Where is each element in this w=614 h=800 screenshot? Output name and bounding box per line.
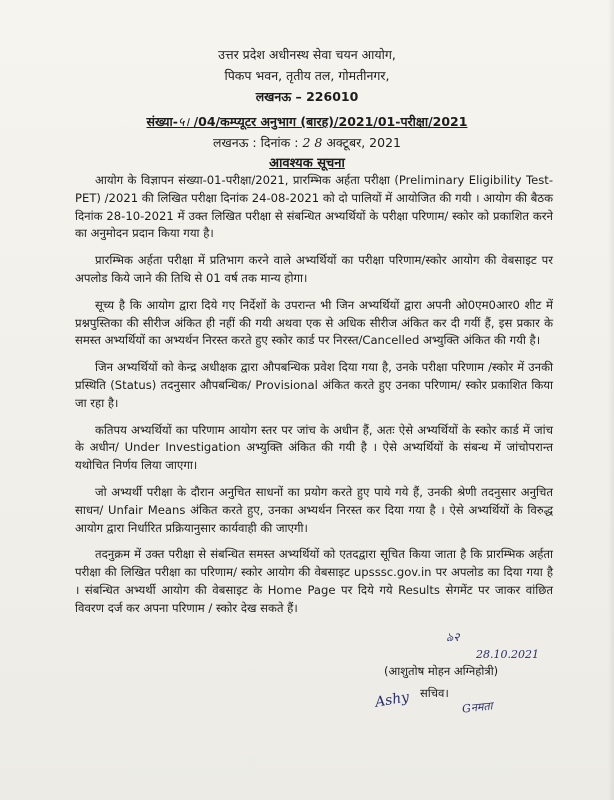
reference-rest: /04/कम्प्यूटर अनुभाग (बारह)/2021/01-परीक्षा/2021 <box>193 114 468 129</box>
paragraph-6: जो अभ्यर्थी परीक्षा के दौरान अनुचित साधनों का प्रयोग करते हुए पाये गये हैं, उनकी श्रेणी तदनुसार अनुचित साधन/ Unfair Means अंकित करते हुए, उनका अभ्यर्थन निरस्त कर दिया गया है । ऐसे अभ्यर्थियों के विरुद्ध आयोग द्वारा निर्धारित प्रक्रियानुसार कार्यवाही की जाएगी। <box>75 484 553 535</box>
signatory-name: (आशुतोष मोहन अग्निहोत्री) <box>384 664 499 678</box>
reference-prefix: संख्या- <box>146 114 178 129</box>
org-address: पिकप भवन, तृतीय तल, गोमतीनगर, <box>224 68 390 83</box>
date-handwritten-day: 2 8 <box>302 135 323 150</box>
paragraph-7: तदनुक्रम में उक्त परीक्षा से संबन्धित समस्त अभ्यर्थियों को एतदद्वारा सूचित किया जाता है कि प्रारम्भिक अर्हता परीक्षा की लिखित परीक्षा का परिणाम/ स्कोर आयोग की वेबसाइट upsssc.gov.in पर अपलोड का दिया गया है । संबन्धित अभ्यर्थी आयोग की वेबसाइट के Home Page पर दिये गये Results सेगमेंट पर जाकर वांछित विवरण दर्ज कर अपना परिणाम / स्कोर देख सकते हैं। <box>75 547 553 615</box>
initial-left: Ashy <box>373 689 411 711</box>
paragraph-4: जिन अभ्यर्थियों को केन्द्र अधीक्षक द्वारा औपबन्धिक प्रवेश दिया गया है, उनके परीक्षा परिणाम /स्कोर में उनकी प्रस्थिति (Status) तदनुसार औपबन्धिक/ Provisional अंकित करते हुए उनका परिणाम/ स्कोर प्रकाशित किया जा रहा है। <box>75 360 553 410</box>
letterhead <box>0 44 614 107</box>
org-city-pin: लखनऊ – 226010 <box>255 89 359 104</box>
scan-edge-shadow <box>608 0 614 800</box>
signature-scribble: ঌ२ <box>446 630 460 644</box>
date-line <box>0 134 614 151</box>
notice-subject: आवश्यक सूचना <box>269 156 345 171</box>
reference-handwritten-number: ५। <box>177 114 190 129</box>
signature-date: 28.10.2021 <box>476 648 539 661</box>
paragraph-1: आयोग के विज्ञापन संख्या-01-परीक्षा/2021, प्रारम्भिक अर्हता परीक्षा (Preliminary Eligibility Test-PET) /2021 की लिखित परीक्षा दिनांक 24-08-2021 को दो पालियों में आयोजित की गयी । आयोग की बैठक दिनांक 28-10-2021 में उक्त लिखित परीक्षा से संबन्धित अभ्यर्थियों के परीक्षा परिणाम/ स्कोर को प्रकाशित करने का अनुमोदन प्रदान किया गया है। <box>75 173 553 241</box>
paragraph-2: प्रारम्भिक अर्हता परीक्षा में प्रतिभाग करने वाले अभ्यर्थियों का परीक्षा परिणाम/स्कोर आयोग की वेबसाइट पर अपलोड किये जाने की तिथि से 01 वर्ष तक मान्य होगा। <box>75 253 553 285</box>
date-prefix: लखनऊ : दिनांक : <box>213 135 299 150</box>
reference-number <box>0 113 614 130</box>
paragraph-3: सूच्य है कि आयोग द्वारा दिये गए निर्देशों के उपरान्त भी जिन अभ्यर्थियों द्वारा अपनी ओ0एम0आर0 शीट में प्रश्नपुस्तिका की सीरीज अंकित ही नहीं की गयी अथवा एक से अधिक सीरीज अंकित कर दी गयीं हैं, इस प्रकार के समस्त अभ्यर्थियों का अभ्यर्थन निरस्त करते हुए स्कोर कार्ड पर निरस्त/Cancelled अभ्युक्ति अंकित की गयी है। <box>75 297 553 348</box>
paragraph-5: कतिपय अभ्यर्थियों का परिणाम आयोग स्तर पर जांच के अधीन हैं, अतः ऐसे अभ्यर्थियों के स्कोर कार्ड में जांच के अधीन/ Under Investigation अभ्युक्ति अंकित की गयी है । ऐसे अभ्यर्थियों के संबन्ध में जांचोपरान्त यथोचित निर्णय लिया जाएगा। <box>75 422 553 473</box>
org-name: उत्तर प्रदेश अधीनस्थ सेवा चयन आयोग, <box>218 47 396 62</box>
date-rest: अक्टूबर, 2021 <box>326 135 401 150</box>
signatory-title: सचिव। <box>420 686 449 700</box>
initial-right: Gनमता <box>461 699 494 716</box>
notice-body <box>75 172 553 627</box>
